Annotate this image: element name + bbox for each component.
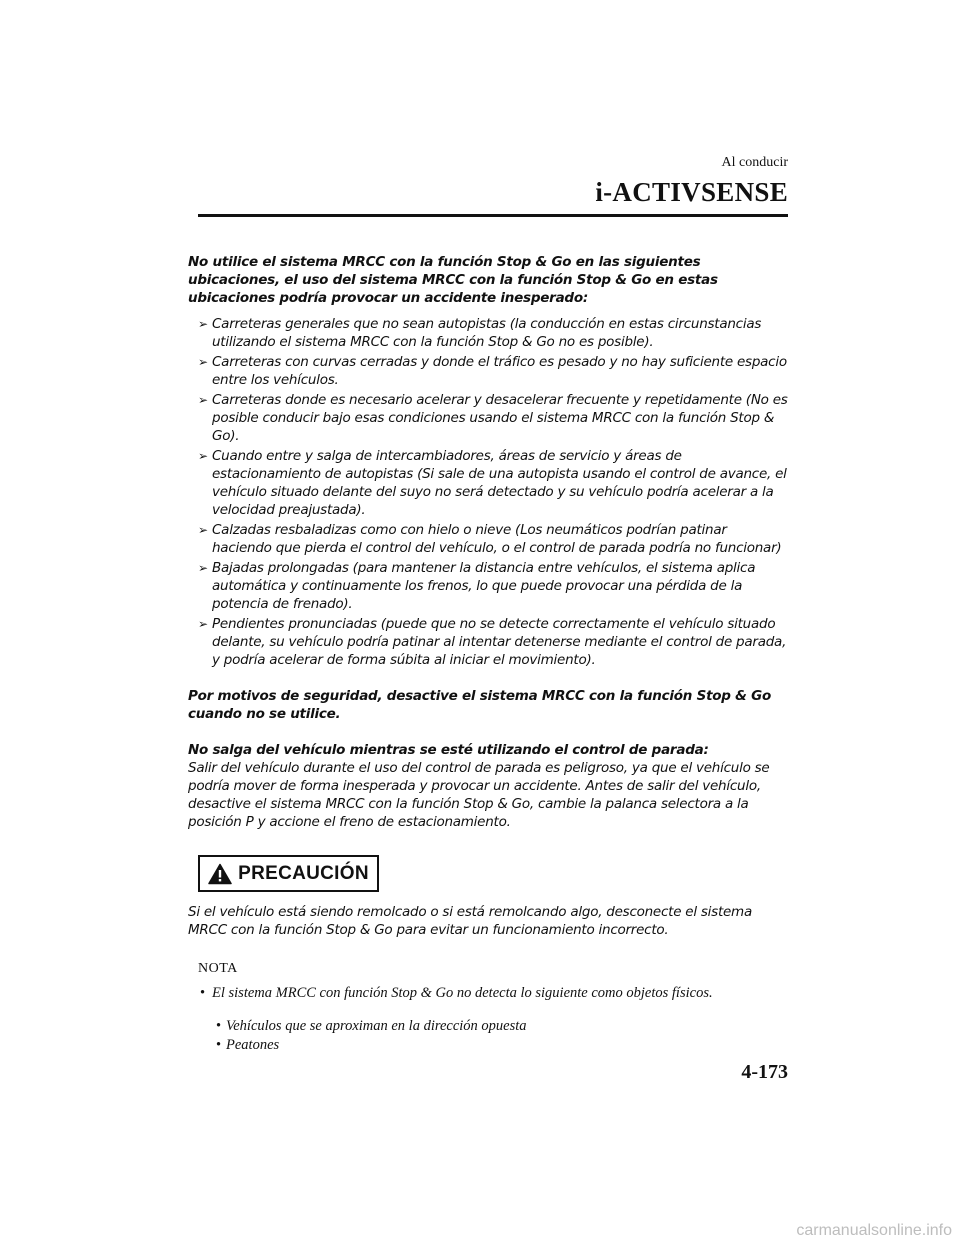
arrow-bullet-icon: ➢ [198,449,208,463]
list-item: ➢ Carreteras generales que no sean autopistas (la conducción en estas circunstancias utilizando el sistema MRCC con la función Stop & Go no es posible). [198,316,762,350]
list-item: ➢ Calzadas resbaladizas como con hielo o nieve (Los neumáticos podrían patinar haciendo que pierda el control del vehículo, o el control de parada podría no funcionar) [198,522,782,556]
arrow-bullet-icon: ➢ [198,393,208,407]
exit-warning-heading: No salga del vehículo mientras se esté utilizando el control de parada: [188,742,709,758]
warning-list [188,315,788,669]
list-item: • Peatones [216,1037,280,1053]
arrow-bullet-icon: ➢ [198,523,208,537]
caution-text: Si el vehículo está siendo remolcado o si está remolcando algo, desconecte el sistema MRCC con la función Stop & Go para evitar un funcionamiento incorrecto. [188,904,752,938]
caution-label: PRECAUCIÓN [238,862,369,884]
warning-triangle-icon [208,863,232,885]
nota-list [198,984,798,1055]
arrow-bullet-icon: ➢ [198,317,208,331]
page-title: i-ACTIVSENSE [595,177,788,207]
page-number: 4-173 [741,1061,788,1083]
arrow-bullet-icon: ➢ [198,561,208,575]
list-item: • El sistema MRCC con función Stop & Go no detecta lo siguiente como objetos físicos. [200,985,713,1001]
caution-header [198,855,379,892]
nota-sublist [198,1017,798,1055]
arrow-bullet-icon: ➢ [198,355,208,369]
list-item: ➢ Pendientes pronunciadas (puede que no se detecte correctamente el vehículo situado delante, su vehículo podría patinar al intentar detenerse mediante el control de parada, y podría acelerar de forma súbita al iniciar el movimiento). [198,616,787,668]
list-item: ➢ Cuando entre y salga de intercambiadores, áreas de servicio y áreas de estacionamiento de autopistas (Si sale de una autopista usando el control de avance, el vehículo situado delante del suyo no será detectado y su vehículo podría acelerar a la velocidad preajustada). [198,448,787,518]
dot-bullet-icon: • [200,985,206,1001]
watermark: carmanualsonline.info [796,1222,952,1239]
dot-bullet-icon: • [216,1037,222,1053]
warning-content [188,253,788,831]
list-item: • Vehículos que se aproximan en la dirección opuesta [216,1018,527,1034]
list-item: ➢ Bajadas prolongadas (para mantener la distancia entre vehículos, el sistema aplica automática y continuamente los frenos, lo que puede provocar una pérdida de la potencia de frenado). [198,560,756,612]
safety-note: Por motivos de seguridad, desactive el sistema MRCC con la función Stop & Go cuando no se utilice. [188,688,771,722]
nota-title: NOTA [198,961,238,976]
warning-intro: No utilice el sistema MRCC con la función Stop & Go en las siguientes ubicaciones, el uso del sistema MRCC con la función Stop & Go en estas ubicaciones podría provocar un accidente inesperado: [188,254,718,306]
exit-warning-text: Salir del vehículo durante el uso del control de parada es peligroso, ya que el vehículo se podría mover de forma inesperada y provocar un accidente. Antes de salir del vehículo, desactive el sistema MRCC con la función Stop & Go, cambie la palanca selectora a la posición P y accione el freno de estacionamiento. [188,760,770,830]
list-item: ➢ Carreteras con curvas cerradas y donde el tráfico es pesado y no hay suficiente espacio entre los vehículos. [198,354,787,388]
section-label: Al conducir [721,155,788,170]
arrow-bullet-icon: ➢ [198,617,208,631]
header-rule [198,214,788,217]
list-item: ➢ Carreteras donde es necesario acelerar y desacelerar frecuente y repetidamente (No es posible conducir bajo esas condiciones usando el sistema MRCC con la función Stop & Go). [198,392,788,444]
dot-bullet-icon: • [216,1018,222,1034]
